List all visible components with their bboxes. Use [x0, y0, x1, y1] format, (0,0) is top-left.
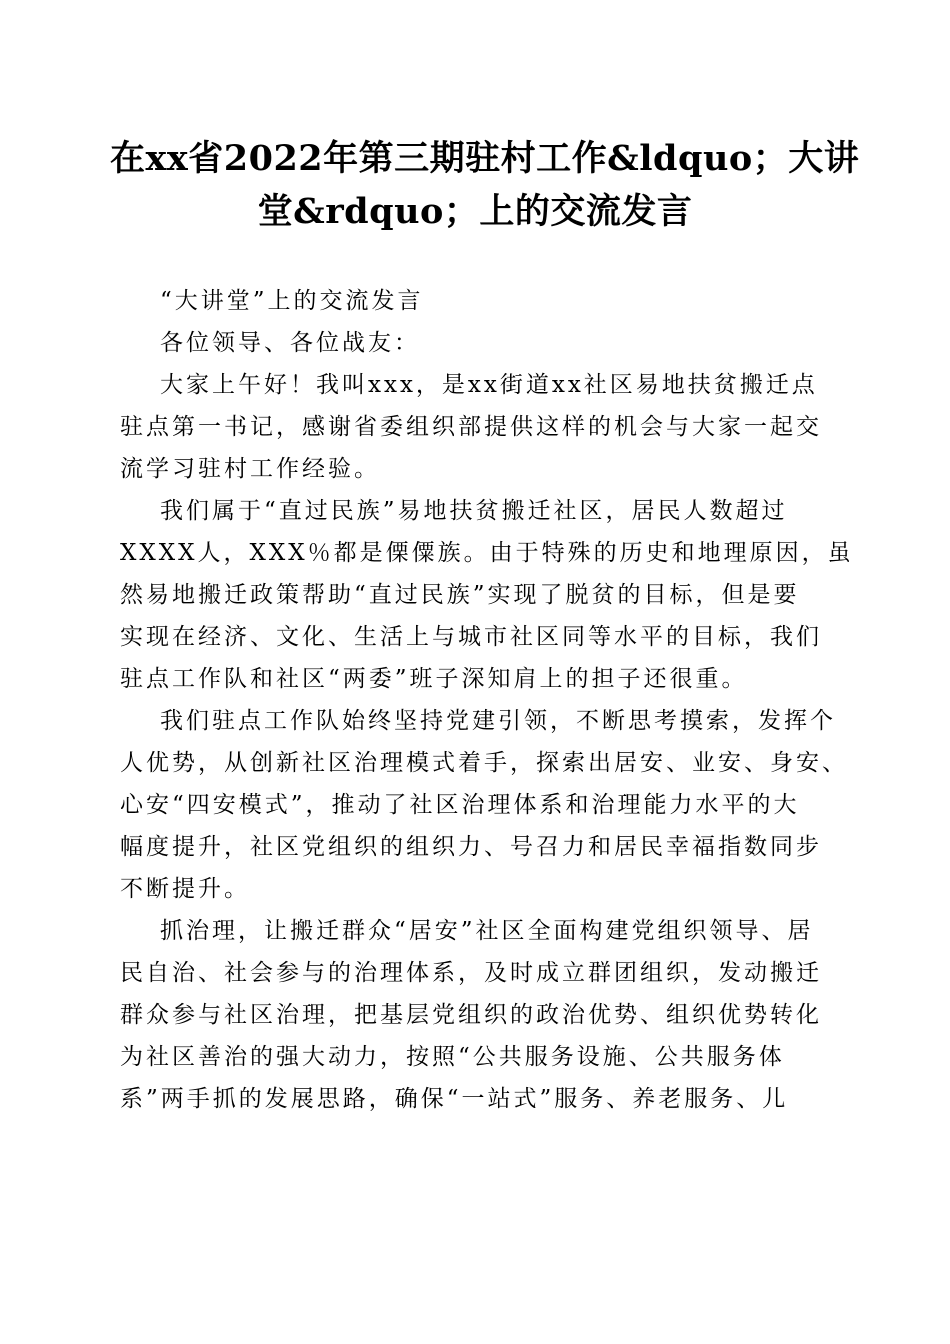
document-title [110, 132, 860, 238]
title-line-2: 堂&rdquo；上的交流发言 [257, 191, 693, 232]
paragraph-line: 系”两手抓的发展思路，确保“一站式”服务、养老服务、儿 [120, 1086, 789, 1112]
paragraph-line: XXXX人，XXX％都是傈僳族。由于特殊的历史和地理原因，虽 [120, 540, 854, 566]
title-line-1: 在xx省2022年第三期驻村工作&ldquo；大讲 [110, 138, 860, 179]
paragraph-line: 民自治、社会参与的治理体系，及时成立群团组织，发动搬迁 [120, 960, 822, 986]
paragraph-line: 幅度提升，社区党组织的组织力、号召力和居民幸福指数同步 [120, 834, 822, 860]
document-body [120, 280, 854, 1120]
paragraph-line: 大家上午好！我叫xxx，是xx街道xx社区易地扶贫搬迁点 [160, 372, 818, 398]
paragraph-line: 我们驻点工作队始终坚持党建引领，不断思考摸索，发挥个 [160, 708, 836, 734]
paragraph-line: 心安“四安模式”，推动了社区治理体系和治理能力水平的大 [120, 792, 800, 818]
paragraph-line: 驻点工作队和社区“两委”班子深知肩上的担子还很重。 [120, 666, 748, 692]
paragraph-line: 为社区善治的强大动力，按照“公共服务设施、公共服务体 [120, 1044, 785, 1070]
paragraph-line: 不断提升。 [120, 876, 250, 902]
paragraph-line: 抓治理，让搬迁群众“居安”社区全面构建党组织领导、居 [160, 918, 814, 944]
paragraph-line: 我们属于“直过民族”易地扶贫搬迁社区，居民人数超过 [160, 498, 788, 524]
subtitle-line: “大讲堂”上的交流发言 [160, 288, 424, 314]
paragraph-line: 流学习驻村工作经验。 [120, 456, 380, 482]
paragraph-line: 然易地搬迁政策帮助“直过民族”实现了脱贫的目标，但是要 [120, 582, 800, 608]
paragraph-line: 人优势，从创新社区治理模式着手，探索出居安、业安、身安、 [120, 750, 848, 776]
salutation-line: 各位领导、各位战友： [160, 330, 420, 356]
paragraph-line: 实现在经济、文化、生活上与城市社区同等水平的目标，我们 [120, 624, 822, 650]
paragraph-line: 群众参与社区治理，把基层党组织的政治优势、组织优势转化 [120, 1002, 822, 1028]
paragraph-line: 驻点第一书记，感谢省委组织部提供这样的机会与大家一起交 [120, 414, 822, 440]
